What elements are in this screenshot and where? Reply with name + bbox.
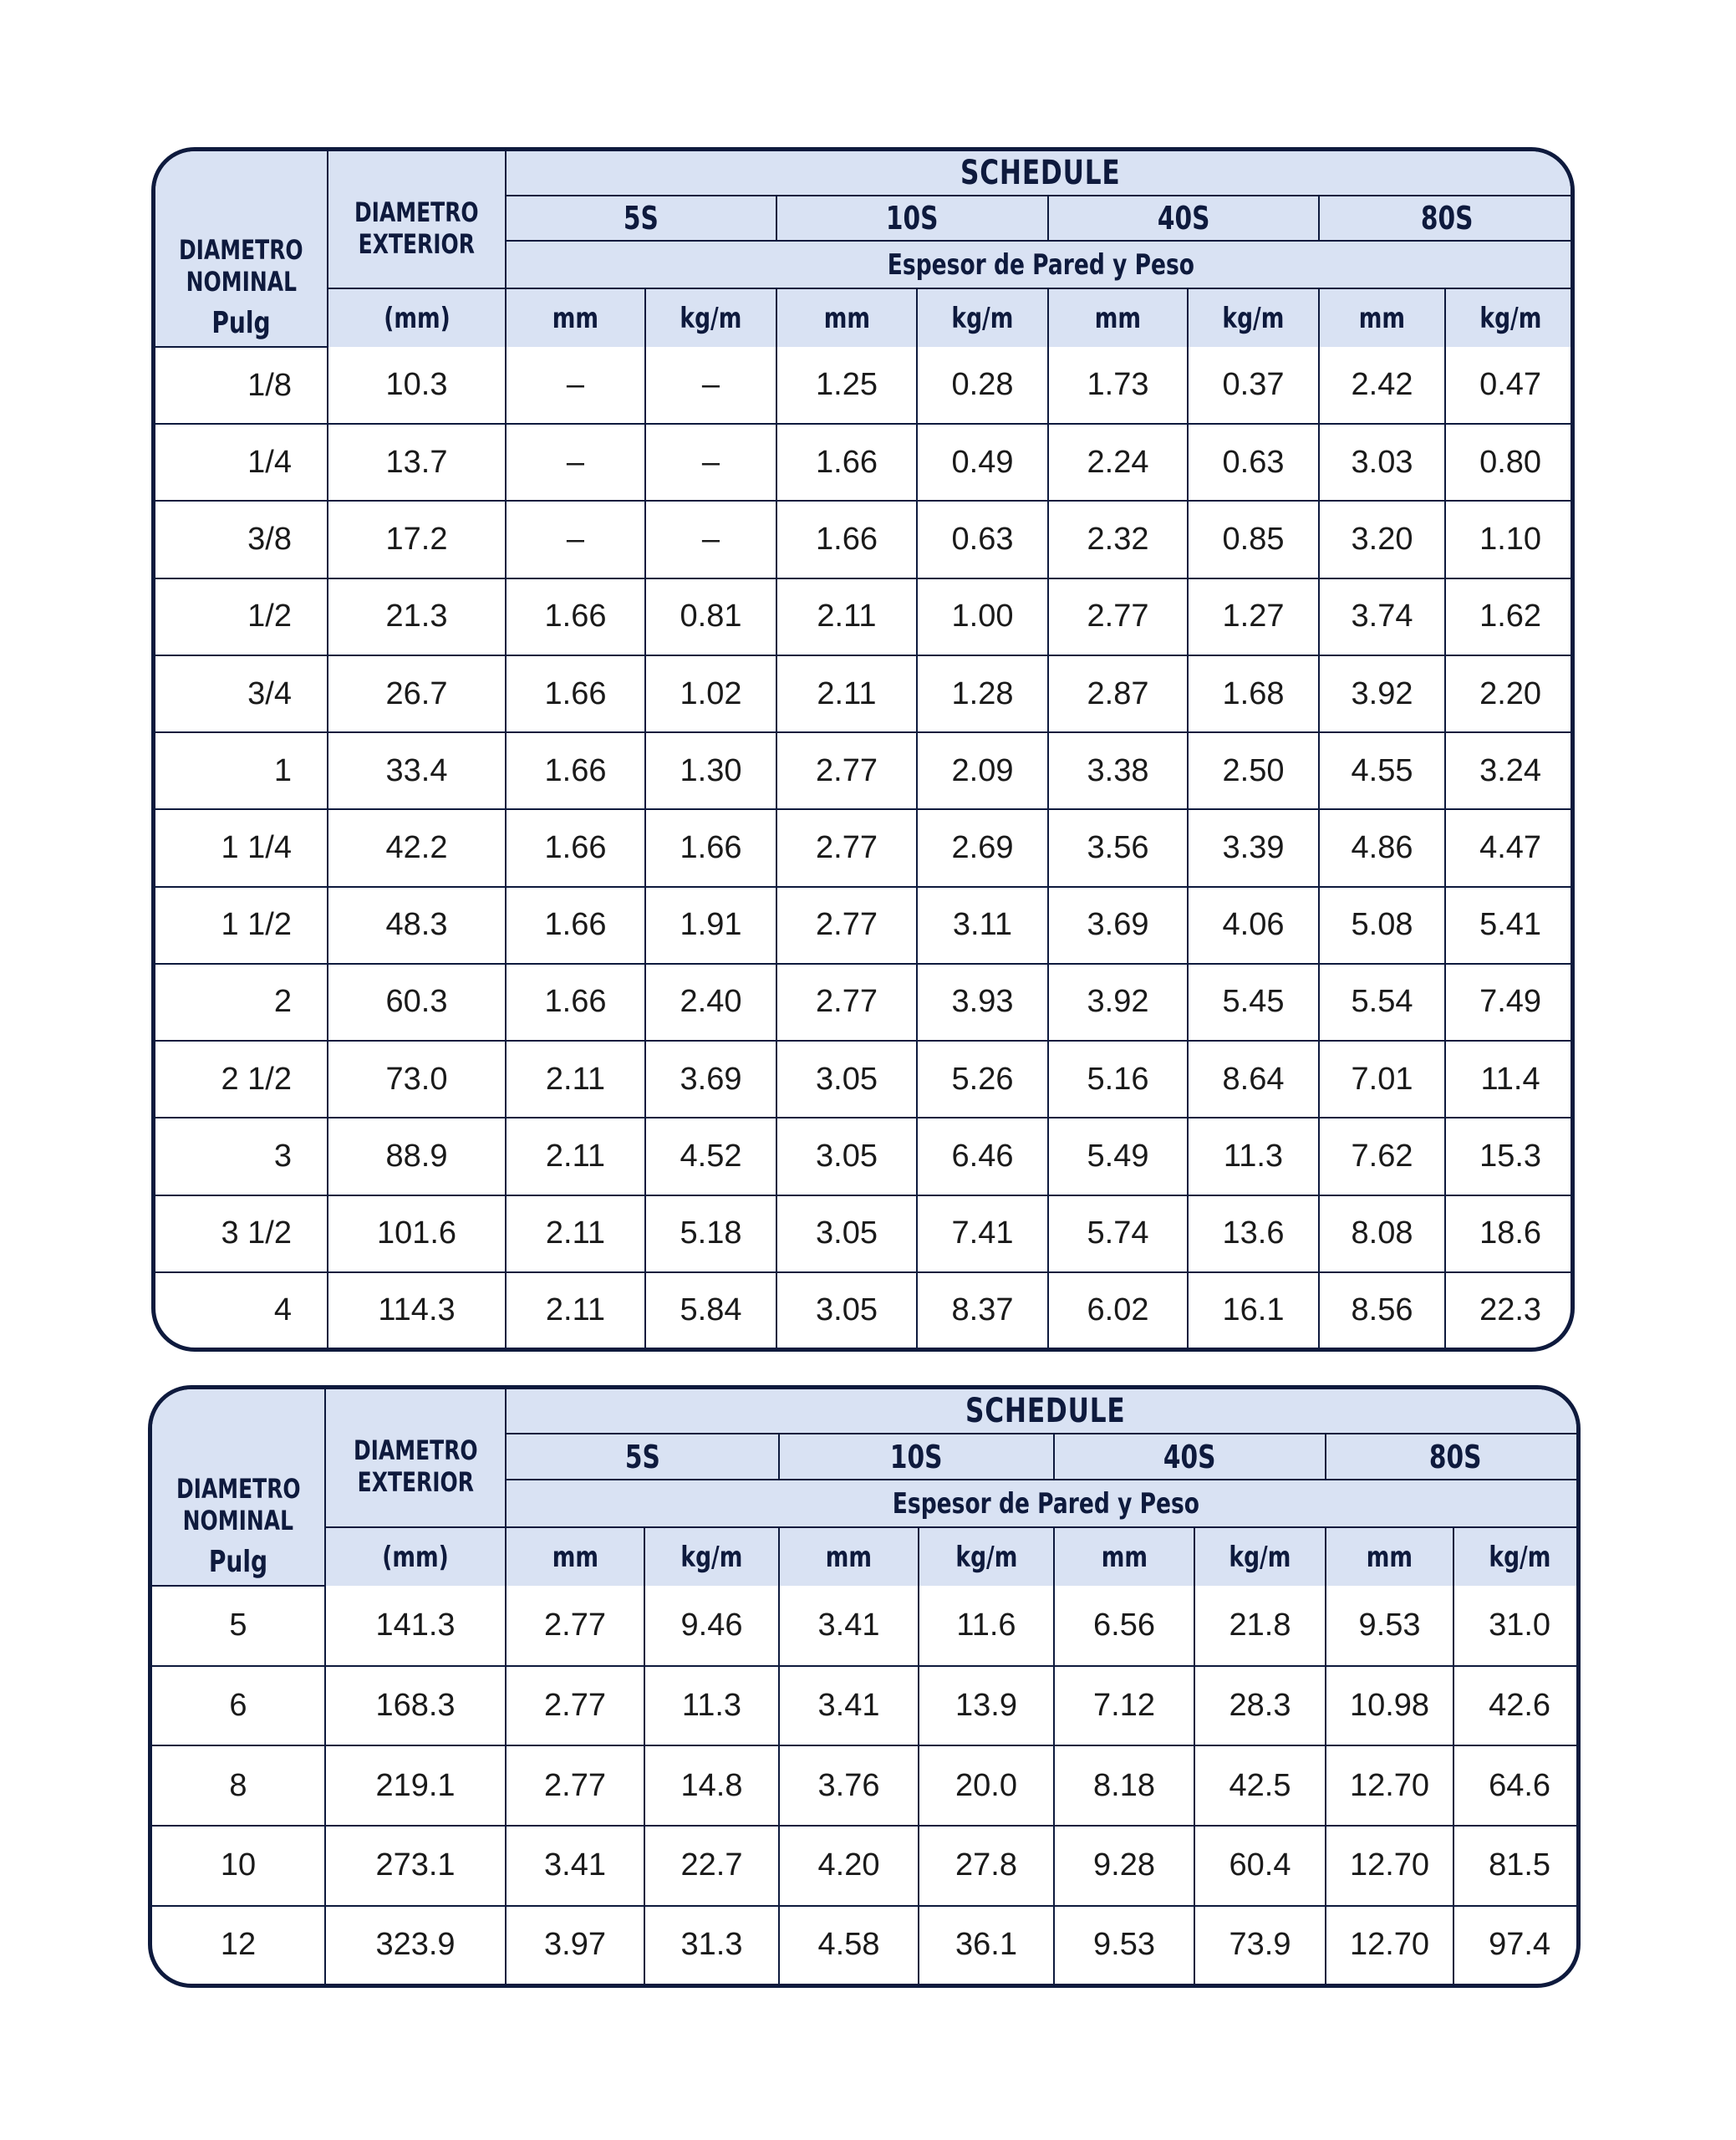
exterior-diameter-cell: 60.3 xyxy=(328,964,506,1041)
nominal-diameter-cell: 4 xyxy=(155,1272,328,1348)
sched-10s-kgm-cell: 0.63 xyxy=(917,501,1048,578)
sched-80s-kgm-cell: 0.47 xyxy=(1445,347,1575,424)
sched-10s-kgm-cell: 7.41 xyxy=(917,1195,1048,1272)
exterior-diameter-cell: 101.6 xyxy=(328,1195,506,1272)
nominal-unit: Pulg xyxy=(211,306,271,340)
sched-10s-mm-cell: 3.41 xyxy=(779,1586,919,1666)
unit-kgm-header xyxy=(1453,1527,1581,1586)
sched-10s-mm-cell: 3.41 xyxy=(779,1666,919,1746)
exterior-diameter-cell: 88.9 xyxy=(328,1118,506,1195)
exterior-line2: EXTERIOR xyxy=(357,1466,474,1498)
sched-10s-kgm-cell: 3.11 xyxy=(917,887,1048,964)
sched-10s-kgm-cell: 2.69 xyxy=(917,809,1048,886)
schedule-header xyxy=(506,1389,1581,1434)
sched-5s-mm-cell: 1.66 xyxy=(506,732,645,809)
sched-40s-kgm-cell: 28.3 xyxy=(1194,1666,1326,1746)
schedule-header xyxy=(506,151,1575,196)
schedule-table-2 xyxy=(152,1389,1581,1984)
table-row xyxy=(152,1826,1581,1906)
exterior-diameter-cell: 42.2 xyxy=(328,809,506,886)
table-row xyxy=(155,1118,1575,1195)
wall-thickness-weight-header xyxy=(506,241,1575,288)
nominal-diameter-header xyxy=(152,1389,325,1586)
pipe-schedule-table-1 xyxy=(151,147,1575,1352)
sched-40s-mm-cell: 1.73 xyxy=(1048,347,1188,424)
sched-80s-header xyxy=(1326,1434,1581,1480)
sched-10s-kgm-cell: 3.93 xyxy=(917,964,1048,1041)
nominal-diameter-cell: 1 1/2 xyxy=(155,887,328,964)
sched-80s-kgm-cell: 3.24 xyxy=(1445,732,1575,809)
unit-kgm-label: kg/m xyxy=(955,1540,1017,1574)
sched-5s-label: 5S xyxy=(624,1438,660,1475)
sched-10s-mm-cell: 3.76 xyxy=(779,1745,919,1826)
sched-40s-kgm-cell: 3.39 xyxy=(1188,809,1319,886)
sched-10s-kgm-cell: 13.9 xyxy=(919,1666,1054,1746)
sched-80s-mm-cell: 12.70 xyxy=(1326,1906,1453,1985)
sched-80s-kgm-cell: 1.62 xyxy=(1445,578,1575,655)
sched-10s-mm-cell: 2.77 xyxy=(776,964,917,1041)
sched-40s-kgm-cell: 5.45 xyxy=(1188,964,1319,1041)
sched-10s-mm-cell: 4.20 xyxy=(779,1826,919,1906)
nominal-diameter-cell: 2 xyxy=(155,964,328,1041)
sched-80s-kgm-cell: 7.49 xyxy=(1445,964,1575,1041)
sched-40s-kgm-cell: 11.3 xyxy=(1188,1118,1319,1195)
sched-40s-mm-cell: 2.32 xyxy=(1048,501,1188,578)
sched-5s-kgm-cell: 11.3 xyxy=(644,1666,779,1746)
sched-80s-kgm-cell: 42.6 xyxy=(1453,1666,1581,1746)
sched-80s-kgm-cell: 22.3 xyxy=(1445,1272,1575,1348)
sched-40s-mm-cell: 9.53 xyxy=(1054,1906,1194,1985)
exterior-diameter-cell: 114.3 xyxy=(328,1272,506,1348)
sched-10s-kgm-cell: 1.28 xyxy=(917,655,1048,732)
sched-10s-mm-cell: 1.66 xyxy=(776,501,917,578)
sched-40s-kgm-cell: 1.68 xyxy=(1188,655,1319,732)
sched-80s-mm-cell: 3.74 xyxy=(1319,578,1445,655)
sched-40s-kgm-cell: 42.5 xyxy=(1194,1745,1326,1826)
sched-40s-header xyxy=(1054,1434,1326,1480)
sched-40s-kgm-cell: 1.27 xyxy=(1188,578,1319,655)
sched-5s-mm-cell: 2.11 xyxy=(506,1041,645,1118)
unit-kgm-header xyxy=(1188,288,1319,347)
sched-10s-mm-cell: 1.66 xyxy=(776,424,917,501)
sched-40s-label: 40S xyxy=(1163,1438,1216,1475)
exterior-line2: EXTERIOR xyxy=(358,227,476,260)
nominal-diameter-cell: 2 1/2 xyxy=(155,1041,328,1118)
sched-40s-kgm-cell: 60.4 xyxy=(1194,1826,1326,1906)
sched-10s-label: 10S xyxy=(886,200,939,237)
exterior-diameter-header xyxy=(325,1389,506,1527)
unit-kgm-header xyxy=(917,288,1048,347)
sched-10s-mm-cell: 3.05 xyxy=(776,1118,917,1195)
sched-40s-kgm-cell: 13.6 xyxy=(1188,1195,1319,1272)
sched-5s-kgm-cell: 1.30 xyxy=(645,732,776,809)
exterior-diameter-cell: 48.3 xyxy=(328,887,506,964)
sched-40s-kgm-cell: 4.06 xyxy=(1188,887,1319,964)
sched-5s-mm-cell: 2.77 xyxy=(506,1586,644,1666)
sched-5s-kgm-cell: 4.52 xyxy=(645,1118,776,1195)
nominal-diameter-cell: 12 xyxy=(152,1906,325,1985)
sched-80s-label: 80S xyxy=(1421,200,1474,237)
exterior-diameter-cell: 273.1 xyxy=(325,1826,506,1906)
table-row xyxy=(155,501,1575,578)
exterior-line1: DIAMETRO xyxy=(353,1434,478,1466)
unit-mm-label: mm xyxy=(1101,1540,1148,1574)
sched-10s-mm-cell: 2.11 xyxy=(776,655,917,732)
sched-40s-kgm-cell: 8.64 xyxy=(1188,1041,1319,1118)
sched-40s-kgm-cell: 21.8 xyxy=(1194,1586,1326,1666)
unit-mm-header xyxy=(779,1527,919,1586)
sched-40s-label: 40S xyxy=(1157,200,1210,237)
sched-5s-kgm-cell: 1.91 xyxy=(645,887,776,964)
sched-80s-kgm-cell: 97.4 xyxy=(1453,1906,1581,1985)
unit-kgm-label: kg/m xyxy=(1489,1540,1551,1574)
sched-40s-kgm-cell: 16.1 xyxy=(1188,1272,1319,1348)
sched-5s-mm-cell: – xyxy=(506,501,645,578)
sched-10s-mm-cell: 2.11 xyxy=(776,578,917,655)
sched-80s-mm-cell: 8.56 xyxy=(1319,1272,1445,1348)
table-row xyxy=(155,1272,1575,1348)
sched-5s-kgm-cell: 5.18 xyxy=(645,1195,776,1272)
sched-10s-kgm-cell: 1.00 xyxy=(917,578,1048,655)
nominal-diameter-cell: 3 xyxy=(155,1118,328,1195)
nominal-diameter-cell: 10 xyxy=(152,1826,325,1906)
sched-5s-header xyxy=(506,196,776,241)
sched-5s-kgm-cell: 0.81 xyxy=(645,578,776,655)
schedule-table-1 xyxy=(155,151,1575,1348)
sched-10s-kgm-cell: 2.09 xyxy=(917,732,1048,809)
sched-5s-mm-cell: 2.77 xyxy=(506,1745,644,1826)
sched-40s-mm-cell: 3.69 xyxy=(1048,887,1188,964)
exterior-unit-header xyxy=(328,288,506,347)
sched-40s-mm-cell: 7.12 xyxy=(1054,1666,1194,1746)
sched-5s-mm-cell: 1.66 xyxy=(506,655,645,732)
sched-80s-header xyxy=(1319,196,1575,241)
table-1-body xyxy=(155,347,1575,1348)
sched-5s-mm-cell: 2.77 xyxy=(506,1666,644,1746)
sched-5s-mm-cell: 3.41 xyxy=(506,1826,644,1906)
sched-40s-kgm-cell: 0.63 xyxy=(1188,424,1319,501)
sched-5s-kgm-cell: 9.46 xyxy=(644,1586,779,1666)
sched-5s-mm-cell: – xyxy=(506,424,645,501)
sched-80s-mm-cell: 3.20 xyxy=(1319,501,1445,578)
sched-40s-mm-cell: 2.24 xyxy=(1048,424,1188,501)
unit-kgm-label: kg/m xyxy=(1229,1540,1291,1574)
unit-mm-label: mm xyxy=(823,301,870,335)
sched-10s-mm-cell: 4.58 xyxy=(779,1906,919,1985)
schedule-label: SCHEDULE xyxy=(960,154,1121,192)
unit-mm-header xyxy=(1319,288,1445,347)
sched-10s-kgm-cell: 20.0 xyxy=(919,1745,1054,1826)
sched-80s-kgm-cell: 15.3 xyxy=(1445,1118,1575,1195)
unit-mm-label: mm xyxy=(1358,301,1406,335)
unit-mm-header xyxy=(1326,1527,1453,1586)
nominal-diameter-cell: 1/4 xyxy=(155,424,328,501)
nominal-diameter-cell: 1 1/4 xyxy=(155,809,328,886)
sched-40s-mm-cell: 5.16 xyxy=(1048,1041,1188,1118)
sched-40s-mm-cell: 3.56 xyxy=(1048,809,1188,886)
sched-5s-kgm-cell: 22.7 xyxy=(644,1826,779,1906)
sched-80s-mm-cell: 3.92 xyxy=(1319,655,1445,732)
table-row xyxy=(155,887,1575,964)
table-row xyxy=(152,1745,1581,1826)
schedule-label: SCHEDULE xyxy=(965,1392,1126,1430)
table-row xyxy=(155,809,1575,886)
table-row xyxy=(152,1586,1581,1666)
sched-80s-mm-cell: 7.62 xyxy=(1319,1118,1445,1195)
sched-5s-mm-cell: 1.66 xyxy=(506,578,645,655)
unit-kgm-header xyxy=(1445,288,1575,347)
unit-mm-header xyxy=(506,288,645,347)
table-row xyxy=(155,964,1575,1041)
sched-10s-kgm-cell: 6.46 xyxy=(917,1118,1048,1195)
sched-80s-mm-cell: 7.01 xyxy=(1319,1041,1445,1118)
exterior-diameter-cell: 33.4 xyxy=(328,732,506,809)
nominal-line2: NOMINAL xyxy=(186,266,297,298)
sched-40s-mm-cell: 2.87 xyxy=(1048,655,1188,732)
sched-10s-kgm-cell: 0.49 xyxy=(917,424,1048,501)
sched-40s-kgm-cell: 0.85 xyxy=(1188,501,1319,578)
sched-80s-mm-cell: 4.55 xyxy=(1319,732,1445,809)
sched-10s-kgm-cell: 36.1 xyxy=(919,1906,1054,1985)
exterior-diameter-cell: 10.3 xyxy=(328,347,506,424)
pipe-schedule-table-2 xyxy=(148,1385,1581,1988)
sched-40s-mm-cell: 6.56 xyxy=(1054,1586,1194,1666)
exterior-diameter-cell: 73.0 xyxy=(328,1041,506,1118)
sched-5s-kgm-cell: – xyxy=(645,501,776,578)
unit-kgm-label: kg/m xyxy=(1479,301,1542,335)
subtitle-label: Espesor de Pared y Peso xyxy=(892,1486,1199,1521)
sched-10s-mm-cell: 2.77 xyxy=(776,887,917,964)
nominal-line2: NOMINAL xyxy=(182,1505,294,1536)
table-row xyxy=(155,1041,1575,1118)
sched-5s-mm-cell: – xyxy=(506,347,645,424)
sched-40s-kgm-cell: 73.9 xyxy=(1194,1906,1326,1985)
sched-5s-mm-cell: 2.11 xyxy=(506,1195,645,1272)
sched-80s-kgm-cell: 81.5 xyxy=(1453,1826,1581,1906)
sched-80s-mm-cell: 12.70 xyxy=(1326,1826,1453,1906)
sched-80s-label: 80S xyxy=(1429,1438,1482,1475)
exterior-diameter-cell: 26.7 xyxy=(328,655,506,732)
nominal-line1: DIAMETRO xyxy=(179,234,303,266)
sched-5s-mm-cell: 1.66 xyxy=(506,887,645,964)
subtitle-label: Espesor de Pared y Peso xyxy=(887,247,1194,282)
sched-10s-mm-cell: 2.77 xyxy=(776,732,917,809)
nominal-diameter-cell: 1 xyxy=(155,732,328,809)
sched-10s-mm-cell: 2.77 xyxy=(776,809,917,886)
exterior-diameter-cell: 141.3 xyxy=(325,1586,506,1666)
unit-mm-label: mm xyxy=(552,301,599,335)
sched-5s-kgm-cell: 5.84 xyxy=(645,1272,776,1348)
unit-kgm-header xyxy=(644,1527,779,1586)
sched-80s-kgm-cell: 11.4 xyxy=(1445,1041,1575,1118)
sched-80s-kgm-cell: 1.10 xyxy=(1445,501,1575,578)
unit-kgm-label: kg/m xyxy=(951,301,1014,335)
table-row xyxy=(152,1666,1581,1746)
nominal-diameter-cell: 6 xyxy=(152,1666,325,1746)
sched-80s-mm-cell: 5.08 xyxy=(1319,887,1445,964)
sched-10s-mm-cell: 3.05 xyxy=(776,1272,917,1348)
unit-mm-label: mm xyxy=(1366,1540,1413,1574)
sched-40s-mm-cell: 5.74 xyxy=(1048,1195,1188,1272)
table-row xyxy=(155,732,1575,809)
exterior-unit-label: (mm) xyxy=(382,1540,449,1574)
sched-40s-kgm-cell: 2.50 xyxy=(1188,732,1319,809)
sched-80s-kgm-cell: 4.47 xyxy=(1445,809,1575,886)
sched-80s-mm-cell: 4.86 xyxy=(1319,809,1445,886)
sched-10s-mm-cell: 1.25 xyxy=(776,347,917,424)
sched-40s-mm-cell: 6.02 xyxy=(1048,1272,1188,1348)
unit-mm-label: mm xyxy=(1094,301,1142,335)
sched-80s-kgm-cell: 2.20 xyxy=(1445,655,1575,732)
unit-mm-label: mm xyxy=(825,1540,873,1574)
sched-80s-mm-cell: 12.70 xyxy=(1326,1745,1453,1826)
sched-40s-mm-cell: 9.28 xyxy=(1054,1826,1194,1906)
sched-80s-mm-cell: 2.42 xyxy=(1319,347,1445,424)
sched-5s-kgm-cell: 14.8 xyxy=(644,1745,779,1826)
unit-kgm-label: kg/m xyxy=(680,1540,743,1574)
unit-kgm-header xyxy=(919,1527,1054,1586)
sched-40s-kgm-cell: 0.37 xyxy=(1188,347,1319,424)
sched-80s-mm-cell: 8.08 xyxy=(1319,1195,1445,1272)
sched-80s-mm-cell: 10.98 xyxy=(1326,1666,1453,1746)
exterior-diameter-header xyxy=(328,151,506,288)
nominal-diameter-cell: 1/2 xyxy=(155,578,328,655)
sched-10s-header xyxy=(776,196,1048,241)
table-row xyxy=(155,655,1575,732)
sched-5s-mm-cell: 2.11 xyxy=(506,1118,645,1195)
sched-5s-kgm-cell: – xyxy=(645,424,776,501)
sched-80s-kgm-cell: 5.41 xyxy=(1445,887,1575,964)
sched-80s-kgm-cell: 64.6 xyxy=(1453,1745,1581,1826)
sched-5s-mm-cell: 2.11 xyxy=(506,1272,645,1348)
nominal-diameter-cell: 3/8 xyxy=(155,501,328,578)
table-row xyxy=(155,1195,1575,1272)
sched-10s-kgm-cell: 11.6 xyxy=(919,1586,1054,1666)
sched-5s-mm-cell: 1.66 xyxy=(506,809,645,886)
unit-kgm-header xyxy=(1194,1527,1326,1586)
unit-mm-label: mm xyxy=(552,1540,598,1574)
exterior-unit-header xyxy=(325,1527,506,1586)
unit-mm-header xyxy=(1048,288,1188,347)
table-row xyxy=(155,578,1575,655)
exterior-diameter-cell: 219.1 xyxy=(325,1745,506,1826)
unit-kgm-label: kg/m xyxy=(1222,301,1285,335)
sched-5s-kgm-cell: 1.66 xyxy=(645,809,776,886)
sched-80s-mm-cell: 3.03 xyxy=(1319,424,1445,501)
sched-10s-header xyxy=(779,1434,1054,1480)
unit-kgm-label: kg/m xyxy=(680,301,742,335)
unit-mm-header xyxy=(1054,1527,1194,1586)
nominal-diameter-cell: 8 xyxy=(152,1745,325,1826)
sched-5s-header xyxy=(506,1434,779,1480)
sched-5s-mm-cell: 1.66 xyxy=(506,964,645,1041)
sched-5s-kgm-cell: 2.40 xyxy=(645,964,776,1041)
exterior-diameter-cell: 323.9 xyxy=(325,1906,506,1985)
nominal-diameter-cell: 3/4 xyxy=(155,655,328,732)
table-row xyxy=(155,347,1575,424)
nominal-unit: Pulg xyxy=(208,1545,268,1579)
sched-5s-kgm-cell: – xyxy=(645,347,776,424)
nominal-diameter-cell: 3 1/2 xyxy=(155,1195,328,1272)
sched-80s-kgm-cell: 31.0 xyxy=(1453,1586,1581,1666)
unit-mm-header xyxy=(506,1527,644,1586)
sched-40s-mm-cell: 5.49 xyxy=(1048,1118,1188,1195)
nominal-diameter-cell: 1/8 xyxy=(155,347,328,424)
exterior-diameter-cell: 168.3 xyxy=(325,1666,506,1746)
sched-40s-header xyxy=(1048,196,1319,241)
sched-5s-kgm-cell: 31.3 xyxy=(644,1906,779,1985)
exterior-unit-label: (mm) xyxy=(383,301,451,335)
sched-5s-mm-cell: 3.97 xyxy=(506,1906,644,1985)
exterior-line1: DIAMETRO xyxy=(354,196,479,228)
unit-kgm-header xyxy=(645,288,776,347)
unit-mm-header xyxy=(776,288,917,347)
sched-80s-mm-cell: 9.53 xyxy=(1326,1586,1453,1666)
sched-5s-kgm-cell: 1.02 xyxy=(645,655,776,732)
sched-80s-mm-cell: 5.54 xyxy=(1319,964,1445,1041)
nominal-line1: DIAMETRO xyxy=(176,1473,301,1505)
sched-5s-kgm-cell: 3.69 xyxy=(645,1041,776,1118)
sched-10s-mm-cell: 3.05 xyxy=(776,1041,917,1118)
sched-80s-kgm-cell: 18.6 xyxy=(1445,1195,1575,1272)
sched-10s-kgm-cell: 5.26 xyxy=(917,1041,1048,1118)
sched-40s-mm-cell: 8.18 xyxy=(1054,1745,1194,1826)
sched-5s-label: 5S xyxy=(624,200,659,237)
sched-10s-label: 10S xyxy=(890,1438,943,1475)
sched-10s-mm-cell: 3.05 xyxy=(776,1195,917,1272)
table-row xyxy=(155,424,1575,501)
sched-10s-kgm-cell: 0.28 xyxy=(917,347,1048,424)
exterior-diameter-cell: 21.3 xyxy=(328,578,506,655)
sched-10s-kgm-cell: 8.37 xyxy=(917,1272,1048,1348)
wall-thickness-weight-header xyxy=(506,1480,1581,1527)
sched-40s-mm-cell: 2.77 xyxy=(1048,578,1188,655)
sched-10s-kgm-cell: 27.8 xyxy=(919,1826,1054,1906)
table-2-body xyxy=(152,1586,1581,1984)
exterior-diameter-cell: 17.2 xyxy=(328,501,506,578)
table-row xyxy=(152,1906,1581,1985)
sched-80s-kgm-cell: 0.80 xyxy=(1445,424,1575,501)
sched-40s-mm-cell: 3.38 xyxy=(1048,732,1188,809)
sched-40s-mm-cell: 3.92 xyxy=(1048,964,1188,1041)
nominal-diameter-header xyxy=(155,151,328,347)
nominal-diameter-cell: 5 xyxy=(152,1586,325,1666)
exterior-diameter-cell: 13.7 xyxy=(328,424,506,501)
